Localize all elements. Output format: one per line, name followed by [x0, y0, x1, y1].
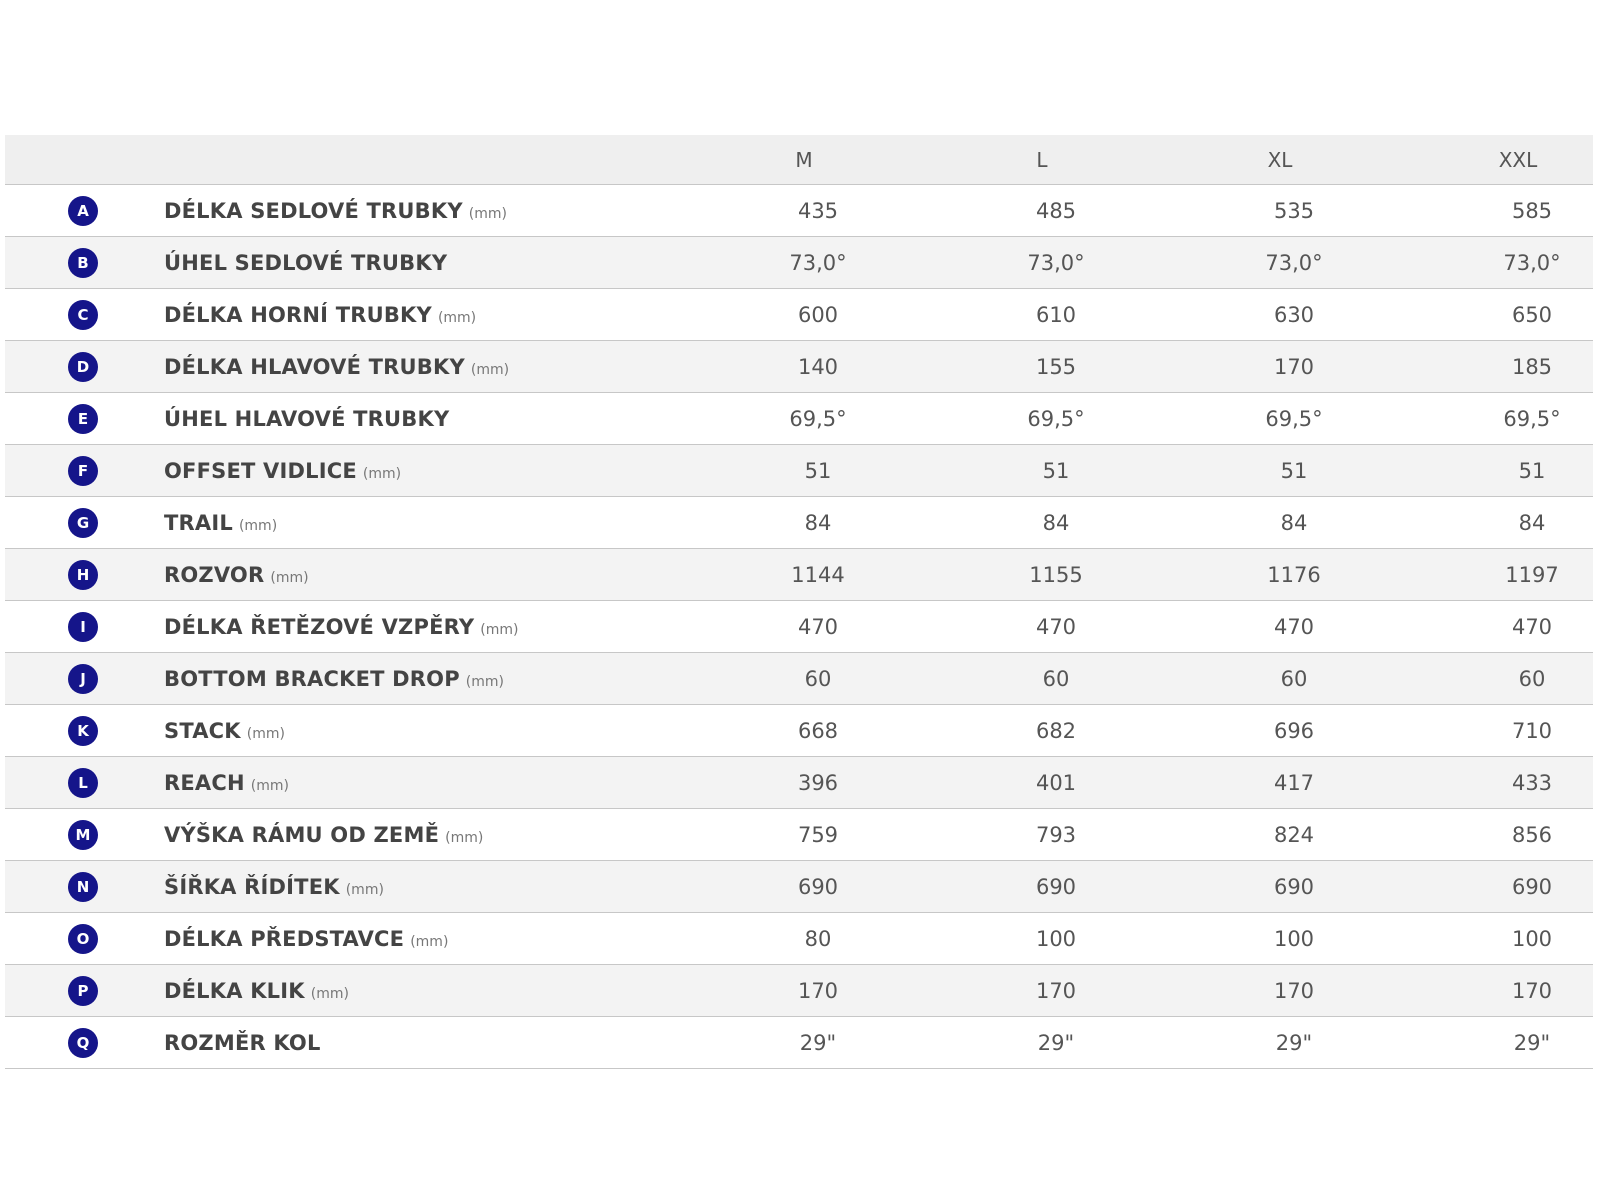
- table-row: [5, 809, 1593, 861]
- row-letter-badge: L: [68, 768, 98, 798]
- row-unit-text: (mm): [480, 621, 519, 638]
- row-letter-badge: J: [68, 664, 98, 694]
- row-label-cell: [157, 251, 699, 275]
- row-value-m: 51: [804, 458, 832, 483]
- row-value-m: 60: [804, 666, 832, 691]
- row-value-xxl: 60: [1518, 666, 1546, 691]
- row-value-m: 396: [797, 770, 839, 795]
- row-value-xxl: 51: [1518, 458, 1546, 483]
- row-value-m: 69,5°: [789, 406, 847, 431]
- table-row: [5, 289, 1593, 341]
- row-label-cell: [157, 927, 699, 951]
- row-label-cell: [157, 459, 699, 483]
- row-letter-cell: [5, 196, 157, 226]
- row-value-xl: 73,0°: [1265, 250, 1323, 275]
- row-value-l: 73,0°: [1027, 250, 1085, 275]
- row-value-l: 60: [1042, 666, 1070, 691]
- row-label-cell: [157, 563, 699, 587]
- row-value-xl: 630: [1273, 302, 1315, 327]
- row-value-xl: 170: [1273, 978, 1315, 1003]
- table-row: [5, 913, 1593, 965]
- table-row: [5, 185, 1593, 237]
- row-value-xxl: 69,5°: [1503, 406, 1561, 431]
- table-row: [5, 445, 1593, 497]
- row-value-xxl: 29": [1513, 1030, 1551, 1055]
- row-value-xl: 100: [1273, 926, 1315, 951]
- row-value-xxl: 1197: [1505, 562, 1559, 587]
- row-letter-badge: K: [68, 716, 98, 746]
- header-size-m: M: [795, 147, 813, 172]
- row-label-text: ŠÍŘKA ŘÍDÍTEK: [164, 874, 340, 899]
- table-row: [5, 861, 1593, 913]
- table-row: [5, 705, 1593, 757]
- row-unit-text: (mm): [468, 205, 507, 222]
- row-value-l: 401: [1035, 770, 1077, 795]
- row-unit-text: (mm): [246, 725, 285, 742]
- row-label-cell: [157, 511, 699, 535]
- row-letter-badge: D: [68, 352, 98, 382]
- row-unit-text: (mm): [445, 829, 484, 846]
- table-row: [5, 965, 1593, 1017]
- row-label-text: DÉLKA PŘEDSTAVCE: [164, 926, 405, 951]
- row-unit-text: (mm): [345, 881, 384, 898]
- row-label-cell: [157, 1031, 699, 1055]
- row-value-l: 610: [1035, 302, 1077, 327]
- row-letter-badge: G: [68, 508, 98, 538]
- row-value-xl: 470: [1273, 614, 1315, 639]
- row-letter-cell: [5, 560, 157, 590]
- row-label-text: OFFSET VIDLICE: [164, 458, 357, 483]
- row-value-l: 69,5°: [1027, 406, 1085, 431]
- row-letter-badge: E: [68, 404, 98, 434]
- row-letter-cell: [5, 300, 157, 330]
- row-letter-cell: [5, 404, 157, 434]
- row-unit-text: (mm): [470, 361, 510, 378]
- row-value-l: 1155: [1029, 562, 1083, 587]
- row-label-cell: [157, 667, 699, 691]
- row-value-m: 80: [804, 926, 832, 951]
- row-unit-text: (mm): [310, 985, 349, 1002]
- row-label-cell: [157, 615, 699, 639]
- row-letter-badge: O: [68, 924, 98, 954]
- row-letter-cell: [5, 1028, 157, 1058]
- row-value-m: 470: [797, 614, 839, 639]
- row-label-cell: [157, 355, 699, 379]
- row-value-xxl: 710: [1511, 718, 1553, 743]
- row-unit-text: (mm): [437, 309, 477, 326]
- row-unit-text: (mm): [238, 517, 278, 534]
- row-label-text: ROZMĚR KOL: [164, 1030, 321, 1055]
- row-value-m: 668: [797, 718, 839, 743]
- row-label-text: DÉLKA SEDLOVÉ TRUBKY: [164, 198, 463, 223]
- row-label-cell: [157, 407, 699, 431]
- row-value-m: 600: [797, 302, 839, 327]
- row-letter-cell: [5, 924, 157, 954]
- row-label-cell: [157, 771, 699, 795]
- row-letter-cell: [5, 872, 157, 902]
- row-value-l: 100: [1035, 926, 1077, 951]
- row-value-xxl: 690: [1511, 874, 1553, 899]
- row-letter-cell: [5, 820, 157, 850]
- row-value-xxl: 856: [1511, 822, 1553, 847]
- row-value-xxl: 585: [1511, 198, 1553, 223]
- row-value-l: 793: [1035, 822, 1077, 847]
- row-value-m: 435: [797, 198, 839, 223]
- row-value-xl: 51: [1280, 458, 1308, 483]
- header-size-l: L: [1036, 147, 1048, 172]
- header-size-xl: XL: [1267, 147, 1293, 172]
- table-row: [5, 341, 1593, 393]
- row-letter-badge: H: [68, 560, 98, 590]
- row-label-text: BOTTOM BRACKET DROP: [164, 666, 460, 691]
- row-unit-text: (mm): [465, 673, 504, 690]
- row-label-text: REACH: [164, 770, 245, 795]
- row-value-xxl: 170: [1511, 978, 1553, 1003]
- row-value-xxl: 433: [1511, 770, 1553, 795]
- row-letter-badge: I: [68, 612, 98, 642]
- row-value-xl: 29": [1275, 1030, 1313, 1055]
- row-value-xxl: 84: [1518, 510, 1546, 535]
- table-row: [5, 757, 1593, 809]
- row-unit-text: (mm): [410, 933, 449, 950]
- row-label-cell: [157, 823, 699, 847]
- row-value-l: 690: [1035, 874, 1077, 899]
- table-row: [5, 1017, 1593, 1069]
- table-row: [5, 237, 1593, 289]
- row-unit-text: (mm): [270, 569, 309, 586]
- table-row: [5, 653, 1593, 705]
- row-label-cell: [157, 875, 699, 899]
- row-label-text: VÝŠKA RÁMU OD ZEMĚ: [164, 822, 440, 847]
- table-row: [5, 393, 1593, 445]
- table-header-row: [5, 135, 1593, 185]
- table-row: [5, 601, 1593, 653]
- row-label-text: DÉLKA HLAVOVÉ TRUBKY: [164, 354, 465, 379]
- row-label-cell: [157, 199, 699, 223]
- table-row: [5, 497, 1593, 549]
- row-letter-cell: [5, 768, 157, 798]
- row-value-m: 29": [799, 1030, 837, 1055]
- row-value-xxl: 650: [1511, 302, 1553, 327]
- row-label-text: ÚHEL HLAVOVÉ TRUBKY: [164, 406, 450, 431]
- row-value-m: 170: [797, 978, 839, 1003]
- row-value-l: 470: [1035, 614, 1077, 639]
- row-label-text: DÉLKA HORNÍ TRUBKY: [164, 302, 432, 327]
- row-value-xl: 535: [1273, 198, 1315, 223]
- row-letter-cell: [5, 248, 157, 278]
- row-letter-badge: M: [68, 820, 98, 850]
- row-value-xxl: 100: [1511, 926, 1553, 951]
- row-value-m: 140: [797, 354, 839, 379]
- row-letter-badge: P: [68, 976, 98, 1006]
- row-letter-cell: [5, 716, 157, 746]
- row-label-text: DÉLKA ŘETĚZOVÉ VZPĚRY: [164, 614, 475, 639]
- row-value-xl: 1176: [1267, 562, 1321, 587]
- row-letter-badge: N: [68, 872, 98, 902]
- row-value-xl: 824: [1273, 822, 1315, 847]
- row-value-xl: 69,5°: [1265, 406, 1323, 431]
- row-label-text: STACK: [164, 718, 241, 743]
- row-value-l: 29": [1037, 1030, 1075, 1055]
- row-value-xl: 170: [1273, 354, 1315, 379]
- row-letter-cell: [5, 456, 157, 486]
- row-label-text: TRAIL: [164, 510, 233, 535]
- row-value-m: 1144: [791, 562, 845, 587]
- row-label-text: ÚHEL SEDLOVÉ TRUBKY: [164, 250, 448, 275]
- row-letter-badge: F: [68, 456, 98, 486]
- row-value-l: 485: [1035, 198, 1077, 223]
- header-size-xxl: XXL: [1498, 147, 1538, 172]
- row-value-m: 690: [797, 874, 839, 899]
- row-value-xl: 60: [1280, 666, 1308, 691]
- row-letter-badge: C: [68, 300, 98, 330]
- row-unit-text: (mm): [250, 777, 289, 794]
- table-body: [5, 185, 1593, 1069]
- row-value-m: 759: [797, 822, 839, 847]
- row-value-xxl: 185: [1511, 354, 1553, 379]
- row-label-cell: [157, 719, 699, 743]
- row-value-l: 170: [1035, 978, 1077, 1003]
- row-value-l: 84: [1042, 510, 1070, 535]
- row-label-cell: [157, 303, 699, 327]
- row-label-text: ROZVOR: [164, 562, 265, 587]
- row-label-text: DÉLKA KLIK: [164, 978, 305, 1003]
- row-value-xl: 696: [1273, 718, 1315, 743]
- row-value-m: 73,0°: [789, 250, 847, 275]
- row-value-m: 84: [804, 510, 832, 535]
- row-letter-badge: A: [68, 196, 98, 226]
- row-letter-cell: [5, 976, 157, 1006]
- row-value-xl: 690: [1273, 874, 1315, 899]
- row-unit-text: (mm): [362, 465, 402, 482]
- row-letter-cell: [5, 612, 157, 642]
- row-letter-cell: [5, 352, 157, 382]
- row-value-xl: 417: [1273, 770, 1315, 795]
- row-value-l: 155: [1035, 354, 1077, 379]
- row-value-l: 51: [1042, 458, 1070, 483]
- row-value-l: 682: [1035, 718, 1077, 743]
- row-value-xxl: 470: [1511, 614, 1553, 639]
- row-letter-badge: B: [68, 248, 98, 278]
- table-row: [5, 549, 1593, 601]
- row-letter-badge: Q: [68, 1028, 98, 1058]
- row-value-xl: 84: [1280, 510, 1308, 535]
- row-value-xxl: 73,0°: [1503, 250, 1561, 275]
- row-letter-cell: [5, 664, 157, 694]
- row-letter-cell: [5, 508, 157, 538]
- row-label-cell: [157, 979, 699, 1003]
- geometry-table: [5, 135, 1593, 1069]
